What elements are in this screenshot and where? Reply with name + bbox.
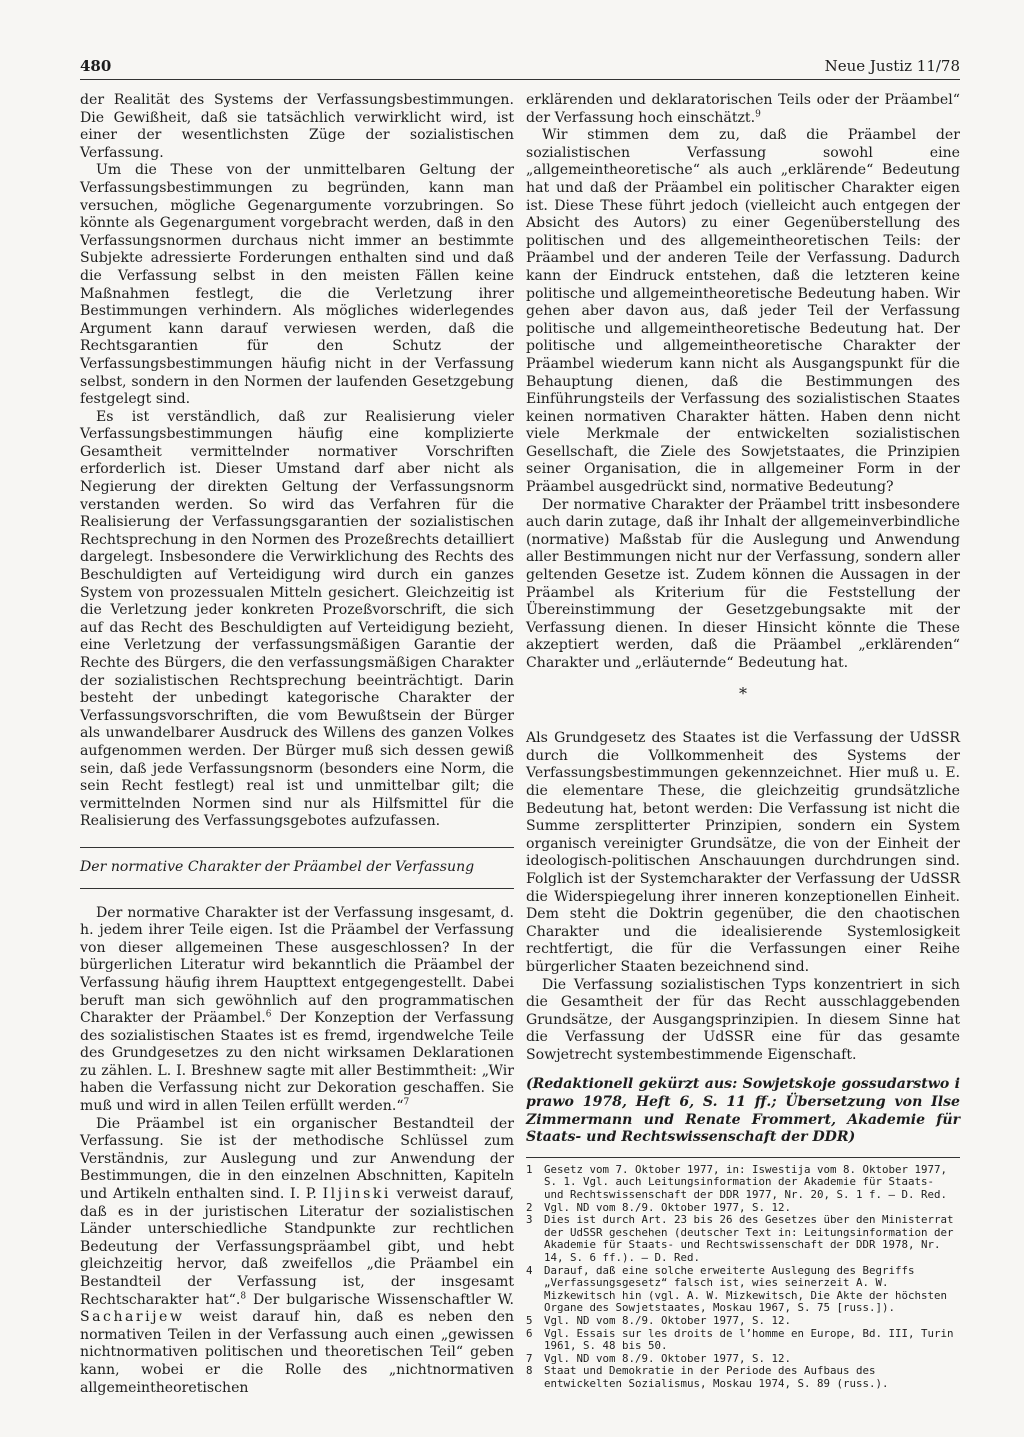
footnote-divider: [526, 1157, 960, 1158]
footnote: [526, 1164, 960, 1202]
footnote-text: Vgl. ND vom 8./9. Oktober 1977, S. 12.: [544, 1351, 792, 1365]
footnote-number: 1: [526, 1162, 533, 1176]
journal-title: Neue Justiz 11/78: [824, 57, 960, 75]
footnote: [526, 1315, 960, 1328]
footnote-text: Vgl. Essais sur les droits de l’homme en Europe, Bd. III, Turin 1961, S. 48 bis 50.: [544, 1326, 954, 1353]
page-number: 480: [80, 57, 112, 75]
page-header: [80, 56, 960, 80]
footnote-text: Staat und Demokratie in der Periode des Aufbaus des entwickelten Sozialismus, Moskau 1974, S. 89 (russ.).: [544, 1364, 889, 1390]
paragraph-text: Der Konzeption der Verfassung des sozialistischen Staates ist es fremd, irgendwelche Teile des Grundgesetzes zu den nicht wirksamen Deklarationen zu zählen. L. I. Breshnew sagte mit aller Bestimmtheit: „Wir haben die Verfassung nicht zur Dekoration geschaffen. Sie muß und wird in allen Teilen erfüllt werden.“: [80, 1010, 514, 1115]
paragraph-text: Der bulgarische Wissenschaftler W.: [246, 1291, 514, 1308]
paragraph: Wir stimmen dem zu, daß die Präambel der sozialistischen Verfassung sowohl eine „allgemeintheoretische“ als auch „erklärende“ Bedeutung hat und daß der Präambel ein politischer Charakter eigen ist. Diese These führt jedoch (vielleicht auch entgegen der Absicht des Autors) zu einer Gegenüberstellung des politischen und des allgemeintheoretischen Teils: der Präambel und der anderen Teile der Verfassung. Dadurch kann der Eindruck entstehen, daß die letzteren keine politische und allgemeintheoretische Bedeutung haben. Wir gehen aber davon aus, daß jeder Teil der Verfassung politische und allgemeintheoretische Bedeutung hat. Der politische und allgemeintheoretische Charakter der Präambel wiederum kann nicht als Ausgangspunkt für die Behauptung dienen, daß die Bestimmungen des Einführungsteils der Verfassung des sozialistischen Staates keinen normativen Charakter hätten. Haben denn nicht viele Merkmale der entwickelten sozialistischen Gesellschaft, die Ziele des Sowjetstaates, die Prinzipien seiner Organisation, die in allgemeiner Form in der Präambel ausgedrückt sind, normative Bedeutung?: [526, 127, 960, 496]
footnote-number: 5: [526, 1313, 533, 1327]
footnote: [526, 1328, 960, 1353]
footnote-number: 8: [526, 1364, 533, 1378]
footnote-text: Vgl. ND vom 8./9. Oktober 1977, S. 12.: [544, 1313, 792, 1327]
footnote-ref: 9: [755, 108, 761, 119]
footnote-number: 6: [526, 1326, 533, 1340]
paragraph: Als Grundgesetz des Staates ist die Verfassung der UdSSR durch die Vollkommenheit des Systems der Verfassungsbestimmungen gekennzeichnet. Hier muß u. E. die elementare These, die gleichzeitig grundsätzliche Bedeutung hat, betont werden: Die Verfassung ist nicht die Summe zersplitterter Prinzipien, sondern ein System organisch vereinigter Grundsätze, die von der Einheit der ideologisch-politischen Anschauungen durchdrungen sind. Folglich ist der Systemcharakter der Verfassung der UdSSR die Widerspiegelung ihrer inneren konzeptionellen Einheit. Dem steht die Doktrin gegenüber, die den chaotischen Charakter und die idealisierende Systemlosigkeit rechtfertigt, die für die Verfassungen einer Reihe bürgerlicher Staaten bezeichnend sind.: [526, 730, 960, 975]
paragraph: Es ist verständlich, daß zur Realisierung vieler Verfassungsbestimmungen häufig eine komplizierte Gesamtheit vermittelnder normativer Vorschriften erforderlich ist. Dieser Umstand darf aber nicht als Negierung der direkten Geltung der Verfassungsnorm verstanden werden. So wird das Verfahren für die Realisierung der Verfassungsgarantien der sozialistischen Rechtsprechung in den Normen des Prozeßrechts detailliert dargelegt. Insbesondere die Verwirklichung des Rechts des Beschuldigten auf Verteidigung wird durch ein ganzes System von prozessualen Mitteln gesichert. Gleichzeitig ist die Verletzung jeder konkreten Prozeßvorschrift, die sich auf das Recht des Beschuldigten auf Verteidigung bezieht, eine Verletzung der verfassungsmäßigen Garantie der Rechte des Bürgers, die den verfassungsmäßigen Charakter der sozialistischen Rechtsprechung beeinträchtigt. Darin besteht der unbedingt kategorische Charakter der Verfassungsvorschriften, die vom Bewußtsein der Bürger als unwandelbarer Ausdruck des Willens des ganzen Volkes aufgenommen werden. Der Bürger muß sich dessen gewiß sein, daß jede Verfassungsnorm (besonders eine Norm, die sein Recht festlegt) real ist und unmittelbar gilt; die vermittelnden Normen sind nur als Hilfsmittel für die Realisierung des Verfassungsgebotes aufzufassen.: [80, 408, 514, 830]
paragraph-text: Der normative Charakter ist der Verfassung insgesamt, d. h. jedem ihrer Teile eigen. Ist die Präambel der Verfassung von dieser allgemeinen These ausgeschlossen? In der bürgerlichen Literatur wird bekanntlich die Präambel der Verfassung häufig ihrem Haupttext entgegengestellt. Dabei beruft man sich gewöhnlich auf den programmatischen Charakter der Präambel.: [80, 904, 514, 1027]
right-column: [526, 92, 960, 1391]
paragraph: [80, 905, 514, 1116]
paragraph: [526, 92, 960, 127]
footnote-number: 2: [526, 1200, 533, 1214]
footnote-ref: 8: [240, 1290, 247, 1301]
left-column: [80, 92, 514, 1397]
footnote: [526, 1214, 960, 1264]
author-name: Sacharijew: [80, 1309, 185, 1326]
footnote-text: Darauf, daß eine solche erweiterte Auslegung des Begriffs „Verfassungsgesetz“ falsch ist, wies seinerzeit A. W. Mizkewitsch hin (vgl. A. W. Mizkewitsch, Die Akte der höchsten Organe des Sowjetstaates, Moskau 1967, S. 75 [russ.]).: [544, 1263, 948, 1315]
section-heading: Der normative Charakter der Präambel der Verfassung: [80, 847, 514, 889]
footnote-number: 7: [526, 1351, 533, 1365]
footnote-number: 3: [526, 1213, 533, 1227]
footnote-text: Vgl. ND vom 8./9. Oktober 1977, S. 12.: [544, 1200, 792, 1214]
footnote-text: Gesetz vom 7. Oktober 1977, in: Iswestija vom 8. Oktober 1977, S. 1. Vgl. auch Leitungsinformation der Akademie für Staats- und Rechtswissenschaft der DDR 1977, Nr. 20, S. 1 f. – D. Red.: [544, 1162, 948, 1202]
paragraph: Die Verfassung sozialistischen Typs konzentriert in sich die Gesamtheit der für das Recht ausschlaggebenden Grundsätze, der Ausgangsprinzipien. In diesem Sinne hat die Verfassung der UdSSR eine für das gesamte Sowjetrecht systembestimmende Eigenschaft.: [526, 976, 960, 1063]
footnote-text: Dies ist durch Art. 23 bis 26 des Gesetzes über den Ministerrat der UdSSR geschehen (deutscher Text in: Leitungsinformation der Akademie für Staats- und Rechtswissenschaft der DDR 1978, Nr. 14, S. 6 ff.). – D. Red.: [544, 1213, 954, 1264]
footnote: [526, 1365, 960, 1390]
paragraph: der Realität des Systems der Verfassungsbestimmungen. Die Gewißheit, daß sie tatsächlich verwirklicht wird, ist einer der wesentlichsten Züge der sozialistischen Verfassung.: [80, 92, 514, 161]
paragraph-text: erklärenden und deklaratorischen Teils oder der Präambel“ der Verfassung hoch einschätzt.: [526, 92, 960, 126]
footnote-number: 4: [526, 1263, 533, 1277]
paragraph-text: weist darauf hin, daß es neben den normativen Teilen in der Verfassung auch einen „gewissen nichtnormativen politischen und theoretischen Teil“ geben kann, wobei er die Rolle des „nichtnormativen allgemeintheoretischen: [80, 1309, 514, 1396]
editorial-note: (Redaktionell gekürzt aus: Sowjetskoje gossudarstwo i prawo 1978, Heft 6, S. 11 ff.; Übersetzung von Ilse Zimmermann und Renate Frommert, Akademie für Staats- und Rechtswissenschaft der DDR): [526, 1076, 960, 1146]
paragraph-text: Die Präambel ist ein organischer Bestandteil der Verfassung. Sie ist der methodische Schlüssel zum Verständnis, zur Auslegung und zur Anwendung der Bestimmungen, die in den einzelnen Abschnitten, Kapiteln und Artikeln enthalten sind. I. P.: [80, 1115, 514, 1203]
footnotes: [526, 1164, 960, 1391]
paragraph-text: verweist darauf, daß es in der juristischen Literatur der sozialistischen Länder unterschiedliche Standpunkte zur rechtlichen Bedeutung der Verfassungspräambel gibt, und hebt gleichzeitig hervor, daß zweifellos „die Präambel ein Bestandteil der Verfassung ist, der insgesamt Rechtscharakter hat“.: [80, 1186, 514, 1308]
section-separator: *: [739, 683, 747, 703]
paragraph: Um die These von der unmittelbaren Geltung der Verfassungsbestimmungen zu begründen, kann man versuchen, mögliche Gegenargumente vorzubringen. So könnte als Gegenargument vorgebracht werden, daß in den Verfassungsnormen durchaus nicht immer an bestimmte Subjekte adressierte Forderungen enthalten sind und daß die Verfassung selbst in den meisten Fällen keine Maßnahmen festlegt, die die Verletzung ihrer Bestimmungen verhindern. Als mögliches widerlegendes Argument kann darauf verwiesen werden, daß die Rechtsgarantien für den Schutz der Verfassungsbestimmungen häufig nicht in der Verfassung selbst, sondern in den Normen der laufenden Gesetzgebung festgelegt sind.: [80, 162, 514, 408]
paragraph: Der normative Charakter der Präambel tritt insbesondere auch darin zutage, daß ihr Inhalt der allgemeinverbindliche (normative) Maßstab für die Auslegung und Anwendung aller Bestimmungen nicht nur der Verfassung, sondern aller geltenden Gesetze ist. Zudem können die Aussagen in der Präambel als Kriterium für die Feststellung der Übereinstimmung der Gesetzgebungsakte mit der Verfassung dienen. In dieser Hinsicht könnte die These akzeptiert werden, daß die Präambel „erklärenden“ Charakter und „erläuternde“ Bedeutung hat.: [526, 496, 960, 671]
paragraph: [80, 1116, 514, 1398]
footnote: [526, 1265, 960, 1315]
footnote-ref: 6: [265, 1009, 272, 1020]
author-name: Iljinski: [322, 1186, 391, 1203]
footnote-ref: 7: [403, 1097, 410, 1108]
